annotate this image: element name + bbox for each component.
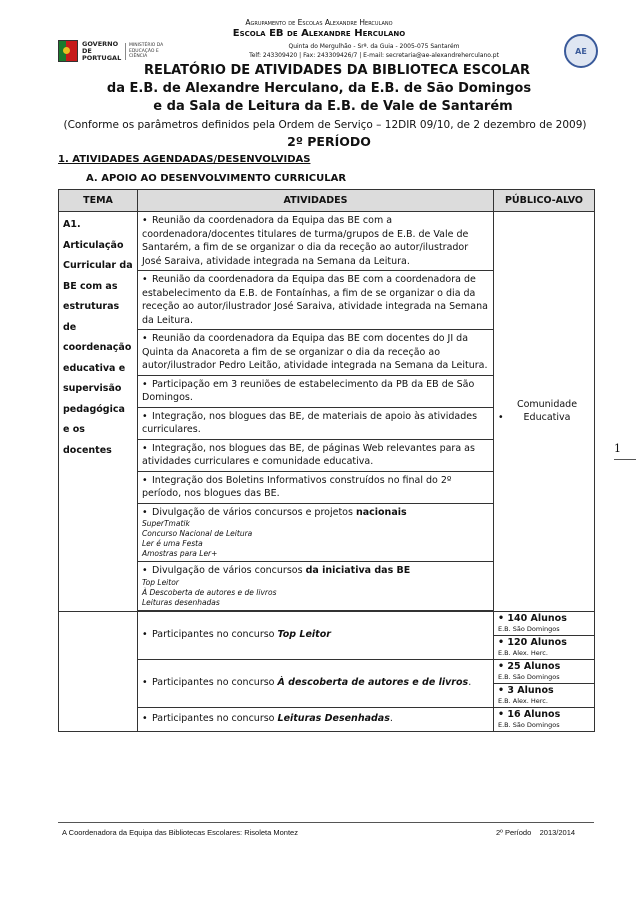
result-school: E.B. Alex. Herc. (498, 648, 548, 657)
contests-national-emph: nacionais (355, 506, 407, 518)
activity-text: Integração, nos blogues das BE, de páginas Web relevantes para as atividades curriculares e comunidade educativa. (142, 442, 475, 467)
result-cell: • 3 Alunos E.B. Alex. Herc. (494, 683, 595, 707)
result-school: E.B. São Domingos (498, 720, 560, 729)
result-school: E.B. Alex. Herc. (498, 696, 548, 705)
result-cell: • 16 Alunos E.B. São Domingos (494, 707, 595, 731)
contests-be-emph: da iniciativa das BE (305, 565, 411, 576)
school-name: Escola EB de Alexandre Herculano (232, 28, 406, 39)
contest-item: Leituras desenhadas (142, 597, 220, 607)
contests-national-prefix: Divulgação de vários concursos e projetos (152, 506, 356, 518)
participation-prefix: Participantes no concurso (152, 677, 278, 689)
footer-divider (58, 822, 594, 823)
result-cell: • 120 Alunos E.B. Alex. Herc. (494, 635, 595, 659)
activity-cell: • Reunião da coordenadora da Equipa das BE com a coordenadora/docentes titulares de turma/grupos de E.B. de Vale de Santarém, a fim de se organizar o dia da receção ao autor/ilustrador José Saraiva, atividade integrada na Semana da Leitura. (138, 212, 494, 271)
activity-cell: • Reunião da coordenadora da Equipa das BE com a coordenadora de estabelecimento da E.B. de Fontaínhas, a fim de se organizar o dia da receção ao autor/ilustrador José Saraiva, atividade integrada na Semana da Leitura. (138, 271, 494, 330)
result-school: E.B. São Domingos (498, 624, 560, 633)
activity-text: Reunião da coordenadora da Equipa das BE com docentes do JI da Quinta da Anacoreta a fim de se organizar o dia da receção ao autor/ilustrador Pedro Leitão, atividade integrada na Semana da Leitura. (142, 333, 488, 371)
contest-item: Ler é uma Festa (142, 539, 203, 548)
result-cell: • 25 Alunos E.B. São Domingos (494, 659, 595, 683)
empty-tema-cell (59, 611, 138, 731)
activity-cell: • Reunião da coordenadora da Equipa das BE com docentes do JI da Quinta da Anacoreta a fim de se organizar o dia da receção ao autor/ilustrador Pedro Leitão, atividade integrada na Semana da Leitura. (138, 330, 494, 376)
activity-cell: • Divulgação de vários concursos da iniciativa das BE Top Leitor À Descoberta de autores e de livros Leituras desenhadas (138, 562, 494, 611)
activity-text: Integração dos Boletins Informativos construídos no final do 2º período, nos blogues das BE. (142, 474, 452, 499)
report-subtitle-1: da E.B. de Alexandre Herculano, da E.B. de São Domingos (106, 81, 532, 96)
participation-cell: • Participantes no concurso À descoberta de autores e de livros. (138, 659, 494, 707)
report-subtitle-2: e da Sala de Leitura da E.B. de Vale de Santarém (153, 99, 513, 114)
activity-cell: • Integração dos Boletins Informativos construídos no final do 2º período, nos blogues das BE. (138, 471, 494, 503)
result-count: 140 Alunos (507, 612, 567, 624)
participation-cell: • Participantes no concurso Top Leitor (138, 611, 494, 659)
contests-be-prefix: Divulgação de vários concursos (152, 565, 306, 576)
activity-text: Participação em 3 reuniões de estabelecimento da PB da EB de São Domingos. (142, 378, 475, 403)
tema-cell: A1. Articulação Curricular da BE com as estruturas de coordenação educativa e supervisão pedagógica e os docentes (59, 212, 138, 612)
participation-cell: • Participantes no concurso Leituras Desenhadas. (138, 707, 494, 731)
table-row (59, 212, 595, 271)
page-number: 1 (614, 442, 621, 455)
participation-suffix: . (389, 713, 393, 725)
contest-item: Concurso Nacional de Leitura (142, 529, 253, 538)
result-school: E.B. São Domingos (498, 672, 560, 681)
subsection-heading: A. APOIO AO DESENVOLVIMENTO CURRICULAR (86, 173, 347, 184)
public-cell: •Comunidade Educativa (494, 212, 595, 612)
footer-coordinator: A Coordenadora da Equipa das Bibliotecas Escolares: Risoleta Montez (62, 828, 298, 837)
contest-item: Amostras para Ler+ (142, 549, 218, 558)
participation-contest: À descoberta de autores e de livros (277, 677, 469, 689)
school-contacts: Telf: 243309420 | Fax: 243309426/7 | E-mail: secretaria@ae-alexandreherculano.pt (249, 52, 499, 59)
report-period: 2º PERÍODO (287, 134, 371, 149)
table-row (59, 659, 595, 683)
report-reference: (Conforme os parâmetros definidos pela Ordem de Serviço – 12DIR 09/10, de 2 dezembro de 2009) (63, 119, 587, 131)
activity-cell: • Integração, nos blogues das BE, de materiais de apoio às atividades curriculares. (138, 407, 494, 439)
activities-table (58, 189, 595, 732)
section-heading: 1. ATIVIDADES AGENDADAS/DESENVOLVIDAS (58, 154, 311, 165)
school-group-name: Agrupamento de Escolas Alexandre Herculano (245, 18, 393, 27)
school-group-logo-text: AE (575, 46, 587, 56)
contest-item: SuperTmatik (142, 519, 190, 528)
participation-contest: Top Leitor (277, 629, 331, 641)
ministry-logo-text: MINISTÉRIO DA EDUCAÇÃO E CIÊNCIA (125, 43, 167, 60)
participation-prefix: Participantes no concurso (152, 629, 278, 641)
activity-text: Reunião da coordenadora da Equipa das BE com a coordenadora de estabelecimento da E.B. de Fontaínhas, a fim de se organizar o dia da receção ao autor/ilustrador José Saraiva, atividade integrada na Semana da Leitura. (142, 274, 488, 326)
result-count: 3 Alunos (507, 684, 554, 696)
government-logo-text: GOVERNO DE PORTUGAL (82, 39, 122, 62)
header-publico-alvo: PÚBLICO-ALVO (494, 190, 595, 212)
activity-text: Reunião da coordenadora da Equipa das BE com a coordenadora/docentes titulares de turma/grupos de E.B. de Vale de Santarém, a fim de se organizar o dia da receção ao autor/ilustrador José Saraiva, atividade integrada na Semana da Leitura. (142, 215, 469, 267)
table-header-row (59, 190, 595, 212)
report-title: RELATÓRIO DE ATIVIDADES DA BIBLIOTECA ESCOLAR (143, 63, 531, 78)
footer-period: 2º Período 2013/2014 (496, 828, 576, 837)
contest-item: Top Leitor (142, 577, 179, 587)
school-address: Quinta do Mergulhão - Srª. da Guia - 2005-075 Santarém (288, 43, 460, 50)
participation-suffix: . (468, 677, 472, 689)
contest-item: À Descoberta de autores e de livros (142, 587, 277, 597)
result-cell: • 140 Alunos E.B. São Domingos (494, 611, 595, 635)
result-count: 25 Alunos (507, 660, 561, 672)
participation-prefix: Participantes no concurso (152, 713, 278, 725)
header-tema: TEMA (59, 190, 138, 212)
activity-cell: • Integração, nos blogues das BE, de páginas Web relevantes para as atividades curriculares e comunidade educativa. (138, 439, 494, 471)
result-count: 16 Alunos (507, 708, 561, 720)
public-target: Comunidade Educativa (516, 399, 578, 424)
header-atividades: ATIVIDADES (138, 190, 494, 212)
activity-cell: • Divulgação de vários concursos e projetos nacionais SuperTmatik Concurso Nacional de Leitura Ler é uma Festa Amostras para Ler+ (138, 503, 494, 562)
page-number-rule (614, 459, 636, 460)
activity-cell: • Participação em 3 reuniões de estabelecimento da PB da EB de São Domingos. (138, 375, 494, 407)
table-row (59, 707, 595, 731)
table-row (59, 611, 595, 635)
result-count: 120 Alunos (507, 636, 567, 648)
activity-text: Integração, nos blogues das BE, de materiais de apoio às atividades curriculares. (142, 410, 478, 435)
participation-contest: Leituras Desenhadas (277, 713, 390, 725)
